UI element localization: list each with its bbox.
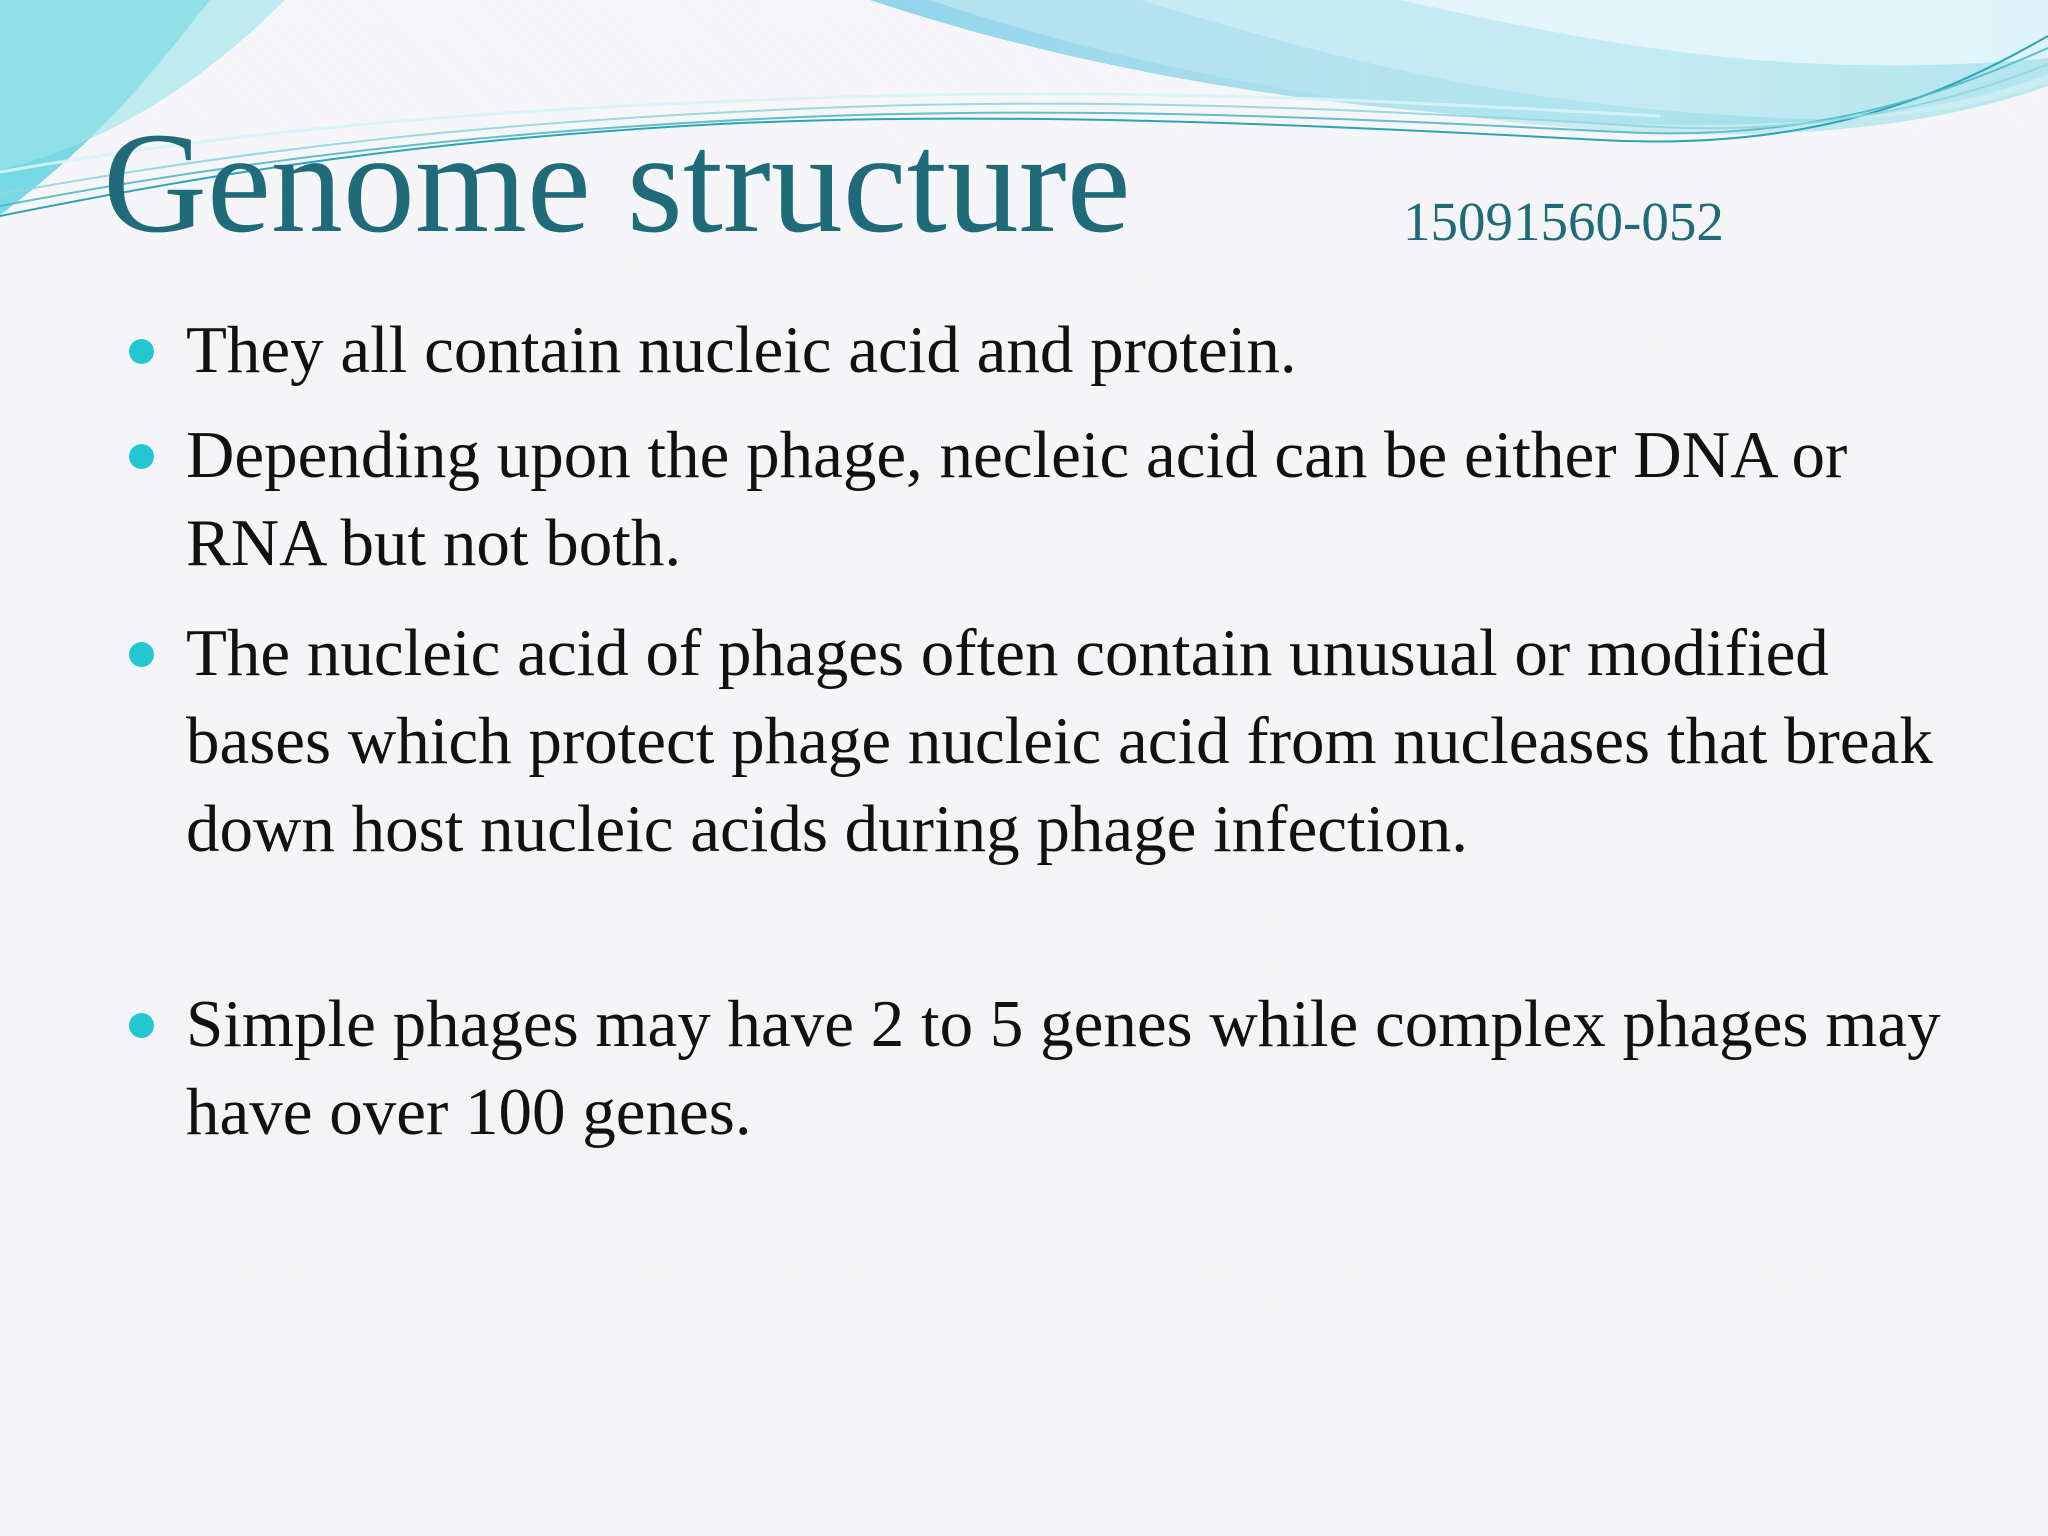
slide-code: 15091560-052 bbox=[1403, 191, 1724, 252]
bullet-text: Depending upon the phage, necleic acid can be either DNA or RNA but not both. bbox=[186, 418, 1848, 580]
slide-title: Genome structure bbox=[103, 104, 1131, 263]
bullet-marker bbox=[129, 339, 154, 364]
bullet-item bbox=[186, 306, 1946, 394]
bullet-text: The nucleic acid of phages often contain unusual or modified bases which protect phage nucleic acid from nucleases that break down host nucleic acids during phage infection. bbox=[186, 616, 1933, 866]
bullet-item bbox=[186, 980, 1946, 1156]
bullet-marker bbox=[129, 642, 154, 667]
bullet-marker bbox=[129, 444, 154, 469]
bullet-text: Simple phages may have 2 to 5 genes while complex phages may have over 100 genes. bbox=[186, 987, 1941, 1149]
bullet-marker bbox=[129, 1013, 154, 1038]
bullet-item bbox=[186, 609, 1946, 873]
bullet-text: They all contain nucleic acid and protein. bbox=[186, 313, 1297, 387]
bullet-item bbox=[186, 411, 1946, 587]
